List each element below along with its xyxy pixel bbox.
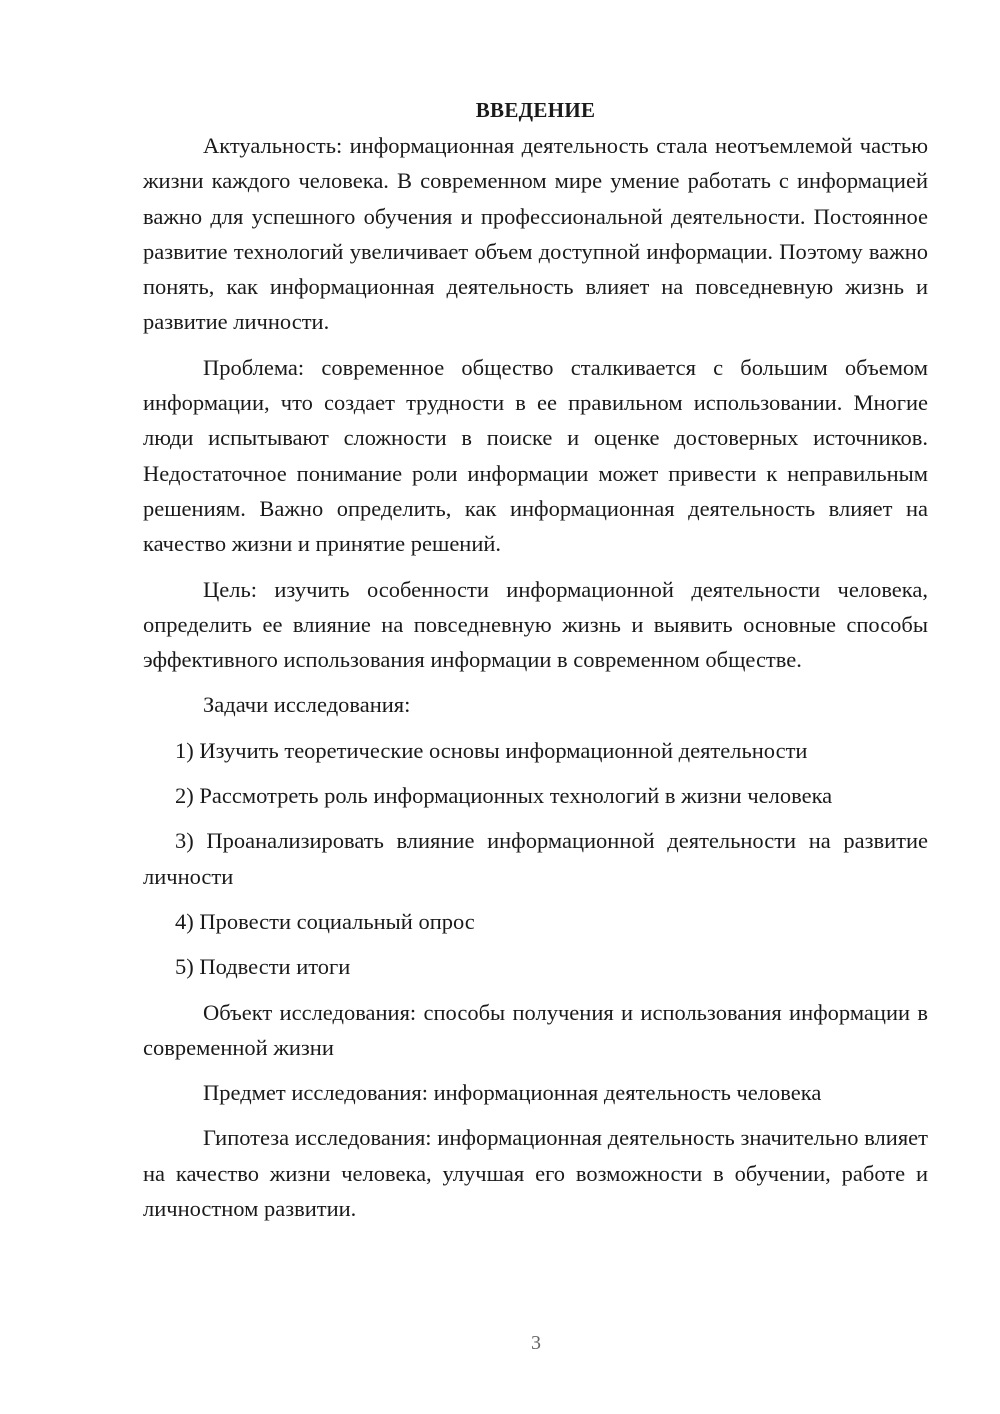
task-item-2: 2) Рассмотреть роль информационных технологий в жизни человека <box>175 783 833 809</box>
paragraph-subject: Предмет исследования: информационная деятельность человека <box>203 1080 822 1106</box>
document-page <box>143 92 928 1226</box>
tasks-heading: Задачи исследования: <box>203 692 411 718</box>
task-item-5: 5) Подвести итоги <box>175 954 351 980</box>
section-title: ВВЕДЕНИЕ <box>475 98 596 122</box>
task-item-3: 3) Проанализировать влияние информационной деятельности на развитие личности <box>143 828 928 889</box>
paragraph-relevance: Актуальность: информационная деятельность стала неотъемлемой частью жизни каждого человека. В современном мире умение работать с информацией важно для успешного обучения и профессиональной деятельности. Постоянное развитие технологий увеличивает объем доступной информации. Поэтому важно понять, как информационная деятельность влияет на повседневную жизнь и развитие личности. <box>143 133 928 335</box>
paragraph-problem: Проблема: современное общество сталкивается с большим объемом информации, что создает трудности в ее правильном использовании. Многие люди испытывают сложности в поиске и оценке достоверных источников. Недостаточное понимание роли информации может привести к неправильным решениям. Важно определить, как информационная деятельность влияет на качество жизни и принятие решений. <box>143 354 928 557</box>
paragraph-object: Объект исследования: способы получения и использования информации в современной жизни <box>143 999 928 1060</box>
task-item-1: 1) Изучить теоретические основы информационной деятельности <box>175 737 808 763</box>
page-number: 3 <box>531 1332 541 1354</box>
task-item-4: 4) Провести социальный опрос <box>175 908 475 934</box>
paragraph-hypothesis: Гипотеза исследования: информационная деятельность значительно влияет на качество жизни человека, улучшая его возможности в обучении, работе и личностном развитии. <box>143 1125 928 1222</box>
paragraph-goal: Цель: изучить особенности информационной деятельности человека, определить ее влияние на повседневную жизнь и выявить основные способы эффективного использования информации в современном обществе. <box>143 576 928 673</box>
